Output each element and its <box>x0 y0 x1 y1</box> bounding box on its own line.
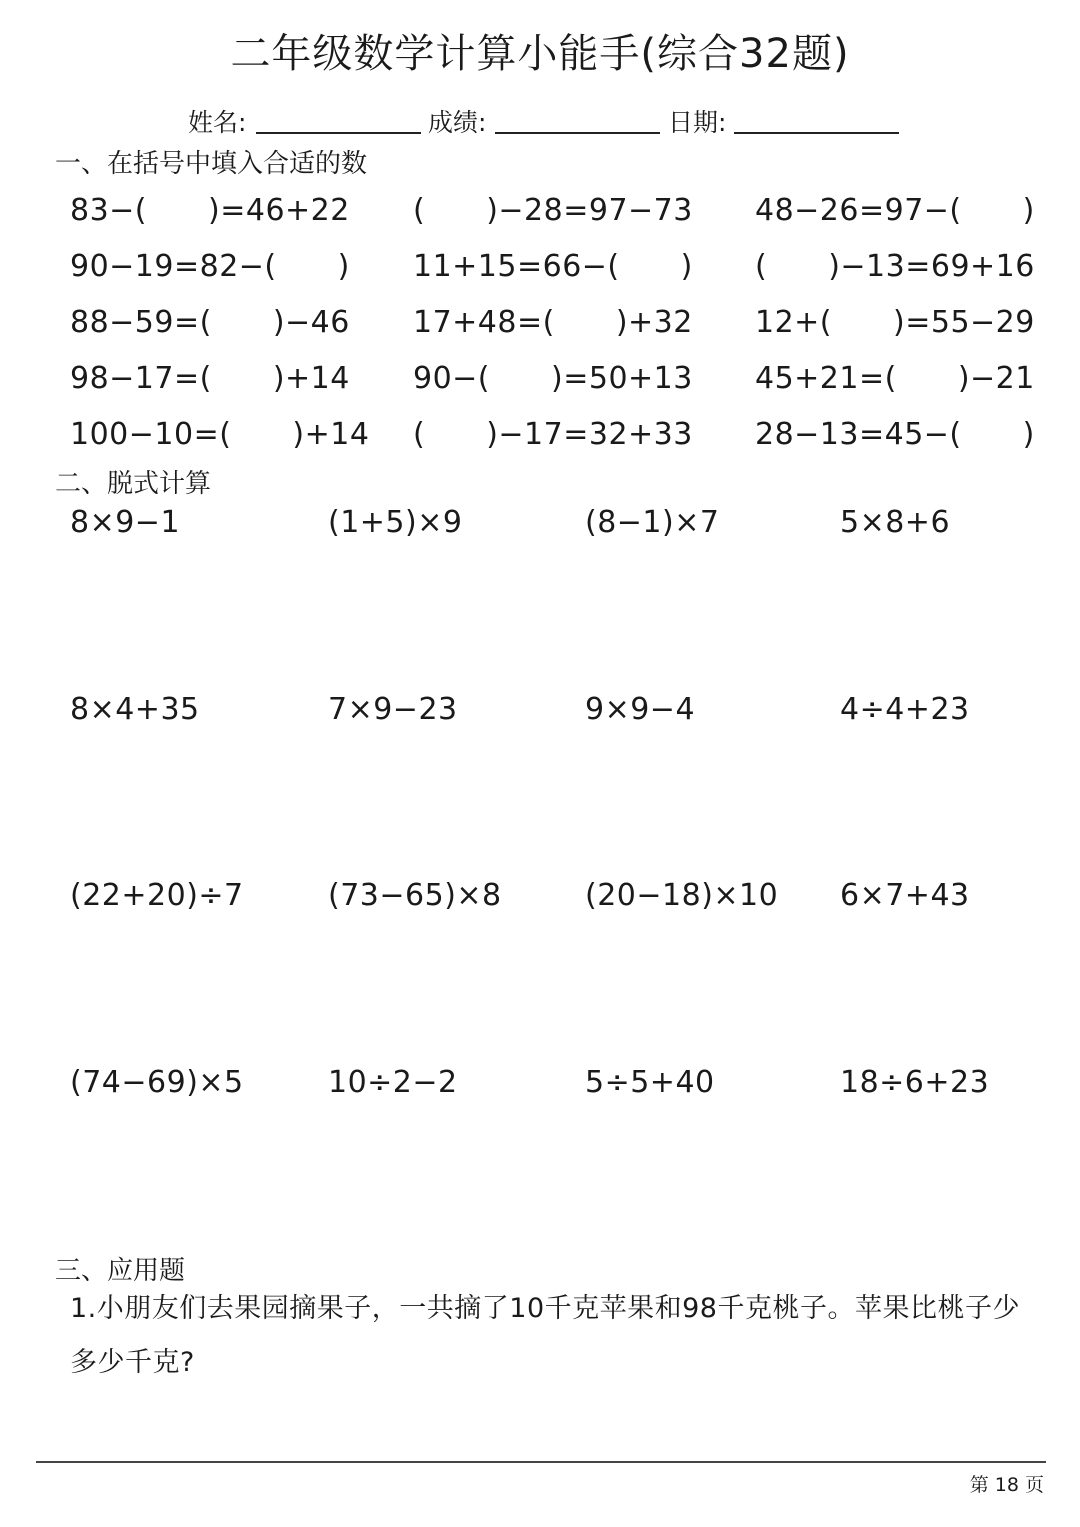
footer-divider <box>36 1461 1046 1463</box>
calc-item: (8−1)×7 <box>585 505 720 540</box>
calc-item: 9×9−4 <box>585 692 696 727</box>
fill-item: ( )−17=32+33 <box>413 417 693 452</box>
name-blank[interactable] <box>256 132 421 134</box>
calc-item: 4÷4+23 <box>840 692 970 727</box>
fill-item: 83−( )=46+22 <box>70 193 350 228</box>
calc-item: 8×4+35 <box>70 692 200 727</box>
calc-item: 18÷6+23 <box>840 1065 990 1100</box>
fill-item: 98−17=( )+14 <box>70 361 350 396</box>
info-row <box>0 103 1080 139</box>
fill-item: 100−10=( )+14 <box>70 417 370 452</box>
calc-item: 8×9−1 <box>70 505 181 540</box>
fill-item: 90−19=82−( ) <box>70 249 350 284</box>
fill-item: 88−59=( )−46 <box>70 305 350 340</box>
section-calc-heading: 二、脱式计算 <box>55 469 212 499</box>
score-label: 成绩: <box>428 108 487 137</box>
calc-item: 10÷2−2 <box>328 1065 458 1100</box>
calc-item: 7×9−23 <box>328 692 458 727</box>
calc-item: (73−65)×8 <box>328 878 502 913</box>
score-blank[interactable] <box>495 132 660 134</box>
calc-item: (74−69)×5 <box>70 1065 244 1100</box>
page-title: 二年级数学计算小能手(综合32题) <box>230 31 850 77</box>
calc-item: 6×7+43 <box>840 878 970 913</box>
fill-item: ( )−28=97−73 <box>413 193 693 228</box>
fill-item: ( )−13=69+16 <box>755 249 1035 284</box>
fill-item: 48−26=97−( ) <box>755 193 1035 228</box>
fill-item: 11+15=66−( ) <box>413 249 693 284</box>
fill-item: 28−13=45−( ) <box>755 417 1035 452</box>
calc-item: (20−18)×10 <box>585 878 779 913</box>
fill-item: 45+21=( )−21 <box>755 361 1035 396</box>
date-label: 日期: <box>668 108 727 137</box>
calc-item: 5×8+6 <box>840 505 951 540</box>
page-number: 第 18 页 <box>969 1474 1044 1496</box>
fill-item: 90−( )=50+13 <box>413 361 693 396</box>
calc-item: (22+20)÷7 <box>70 878 244 913</box>
section-fill-heading: 一、在括号中填入合适的数 <box>55 149 368 179</box>
word-problem: 1.小朋友们去果园摘果子，一共摘了10千克苹果和98千克桃子。苹果比桃子少多少千克? <box>70 1293 1020 1378</box>
calc-item: 5÷5+40 <box>585 1065 715 1100</box>
section-word-heading: 三、应用题 <box>55 1256 186 1286</box>
fill-item: 12+( )=55−29 <box>755 305 1035 340</box>
date-blank[interactable] <box>734 132 899 134</box>
calc-item: (1+5)×9 <box>328 505 463 540</box>
fill-item: 17+48=( )+32 <box>413 305 693 340</box>
name-label: 姓名: <box>188 108 247 137</box>
